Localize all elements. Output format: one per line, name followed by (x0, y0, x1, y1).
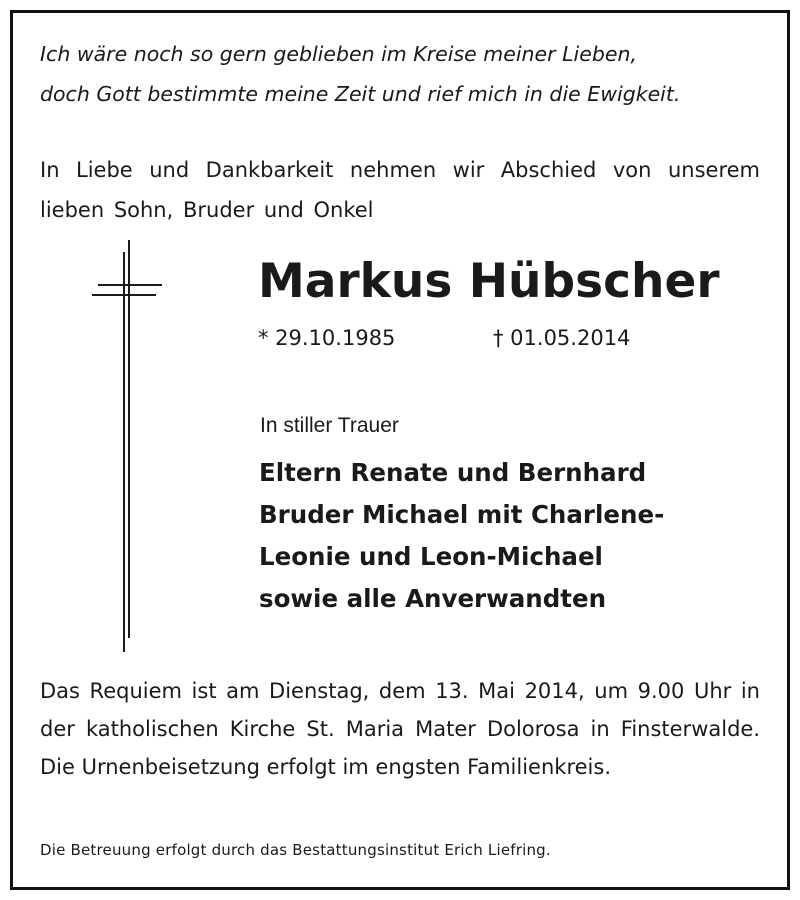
mourning-label: In stiller Trauer (260, 414, 399, 437)
funeral-home-note: Die Betreuung erfolgt durch das Bestattungsinstitut Erich Liefring. (40, 841, 551, 859)
birth-date: * 29.10.1985 (258, 326, 396, 350)
verse-line-1: Ich wäre noch so gern geblieben im Kreise meiner Lieben, (40, 42, 637, 66)
memorial-verse (40, 34, 770, 114)
mourner-line: Bruder Michael mit Charlene- (259, 500, 665, 529)
death-date: † 01.05.2014 (493, 326, 631, 350)
mourner-line: Leonie und Leon-Michael (259, 542, 603, 571)
requiem-notice: Das Requiem ist am Dienstag, dem 13. Mai 2014, um 9.00 Uhr in der katholischen Kirche St. Maria Mater Dolorosa in Finsterwalde. Die Urnenbeisetzung erfolgt im engsten Familienkreis. (40, 679, 760, 779)
cross-icon (90, 240, 170, 652)
farewell-intro: In Liebe und Dankbarkeit nehmen wir Abschied von unserem lieben Sohn, Bruder und Onkel (40, 158, 760, 222)
mourner-line: Eltern Renate und Bernhard (259, 458, 647, 487)
verse-line-2: doch Gott bestimmte meine Zeit und rief mich in die Ewigkeit. (40, 82, 681, 106)
mourner-line: sowie alle Anverwandten (259, 584, 607, 613)
deceased-name: Markus Hübscher (258, 254, 720, 309)
mourners-list (259, 452, 664, 620)
